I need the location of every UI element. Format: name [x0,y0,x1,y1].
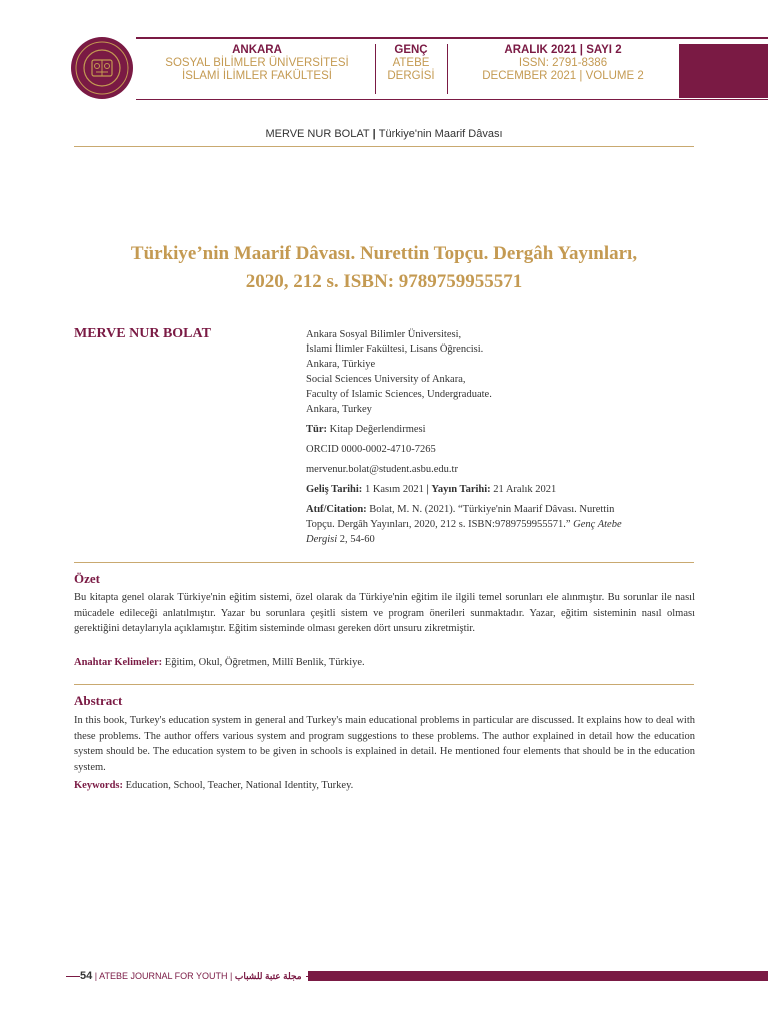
author-email: mervenur.bolat@student.asbu.edu.tr [306,464,458,475]
citation-journal-cont: Dergisi [306,534,338,545]
abstract-keywords-value: Education, School, Teacher, National Identity, Turkey. [125,780,354,791]
published-label: Yayın Tarihi: [431,484,491,495]
article-type [306,422,706,437]
affiliation-line: Social Sciences University of Ankara, [306,374,466,385]
affiliation-line: Ankara, Turkey [306,404,372,415]
citation-line-2: Topçu. Dergâh Yayınları, 2020, 212 s. ISBN:9789759955571.” Genç Atebe [306,519,622,530]
article-type-value: Kitap Değerlendirmesi [329,424,426,435]
ozet-keywords-label: Anahtar Kelimeler: [74,657,163,668]
dates: Geliş Tarihi: 1 Kasım 2021 | Yayın Tarihi: 21 Aralık 2021 [306,484,557,495]
ozet-body: Bu kitapta genel olarak Türkiye'nin eğitim sistemi, özel olarak da Türkiye'nin eğitim ile ilgili temel sorunları ele alınmıştır. Bu sorunlar ile nasıl mücadele edileceği anlatılmıştır. Yazar bu sorunlara çeşitli sistem ve program önerileri sunmaktadır. Yazar, eğitim sisteminin nasıl olması gerektiğini detaylarıyla açıklamıştır. Eğitim sisteminde olması gereken dört unsuru zikretmiştir. [74,592,695,634]
article-type-label: Tür: [306,424,327,435]
running-head-rule [74,146,694,147]
citation-journal: Genç Atebe [573,519,622,530]
header-color-block [679,44,768,98]
citation-line-3 [306,532,706,547]
title-line-1: Türkiye’nin Maarif Dâvası. Nurettin Topçu. Dergâh Yayınları, [130,243,638,264]
section-rule [74,562,694,563]
header-top-rule [136,37,768,39]
running-head [0,128,768,140]
author-name: MERVE NUR BOLAT [74,326,211,341]
citation [306,502,706,517]
ozet-heading: Özet [74,571,100,586]
journal-line-2: ATEBE [392,57,430,69]
received-label: Geliş Tarihi: [306,484,363,495]
affiliation-line: Ankara, Türkiye [306,359,376,370]
received-date: 1 Kasım 2021 [364,484,424,495]
title-line-2: 2020, 212 s. ISBN: 9789759955571 [245,271,523,292]
citation-line-1: Bolat, M. N. (2021). “Türkiye'nin Maarif Dâvası. Nurettin [369,504,615,515]
affiliation-line: Faculty of Islamic Sciences, Undergraduate. [306,389,492,400]
university-line-1: ANKARA [232,44,282,56]
journal-line-1: GENÇ [394,44,428,56]
journal-line-3: DERGİSİ [387,70,435,82]
header-divider [375,44,376,94]
citation-volume-pages: 2, 54-60 [339,534,375,545]
abstract-keywords-label: Keywords: [74,780,123,791]
orcid-id: ORCID 0000-0002-4710-7265 [306,444,436,455]
issue-line-1: ARALIK 2021 | SAYI 2 [504,44,622,56]
abstract-keywords [74,780,695,791]
university-seal-logo [70,36,134,100]
header-bottom-rule [136,99,768,100]
ozet-keywords-value: Eğitim, Okul, Öğretmen, Millî Benlik, Türkiye. [164,657,365,668]
ozet-keywords [74,657,695,668]
header-divider [447,44,448,94]
abstract-body: In this book, Turkey's education system in general and Turkey's main educational problems in particular are discussed. It explains how to deal with these problems. The author offers various system and program suggestions to these problems. The author explained in detail how the education system should be. The education system to be given in schools is explained in detail. He mentioned four elements that should be in the education system. [74,715,695,773]
journal-name [378,44,444,98]
page-number: 54 [80,970,93,982]
article-title [80,240,688,296]
university-name [142,44,372,98]
running-head-title: Türkiye'nin Maarif Dâvası [378,128,503,140]
footer-journal-en: ATEBE JOURNAL FOR YOUTH [99,971,228,981]
affiliation-line: Ankara Sosyal Bilimler Üniversitesi, [306,329,462,340]
author-affiliation [306,327,706,547]
running-head-separator: | [369,128,379,140]
university-line-3: İSLAMİ İLİMLER FAKÜLTESİ [182,70,332,82]
footer-color-bar [308,971,768,981]
university-line-2: SOSYAL BİLİMLER ÜNİVERSİTESİ [165,57,349,69]
issue-info [452,44,674,98]
citation-label: Atıf/Citation: [306,504,367,515]
running-head-author: MERVE NUR BOLAT [265,128,370,140]
issue-line-3: DECEMBER 2021 | VOLUME 2 [482,70,644,82]
issue-line-2: ISSN: 2791-8386 [518,57,608,69]
affiliation-line: İslami İlimler Fakültesi, Lisans Öğrencisi. [306,344,484,355]
footer-journal-ar: مجلة عتبة للشباب [234,971,302,981]
footer: 54 | ATEBE JOURNAL FOR YOUTH | مجلة عتبة للشباب [80,970,306,982]
published-date: 21 Aralık 2021 [493,484,557,495]
abstract-heading: Abstract [74,693,123,708]
section-rule [74,684,694,685]
